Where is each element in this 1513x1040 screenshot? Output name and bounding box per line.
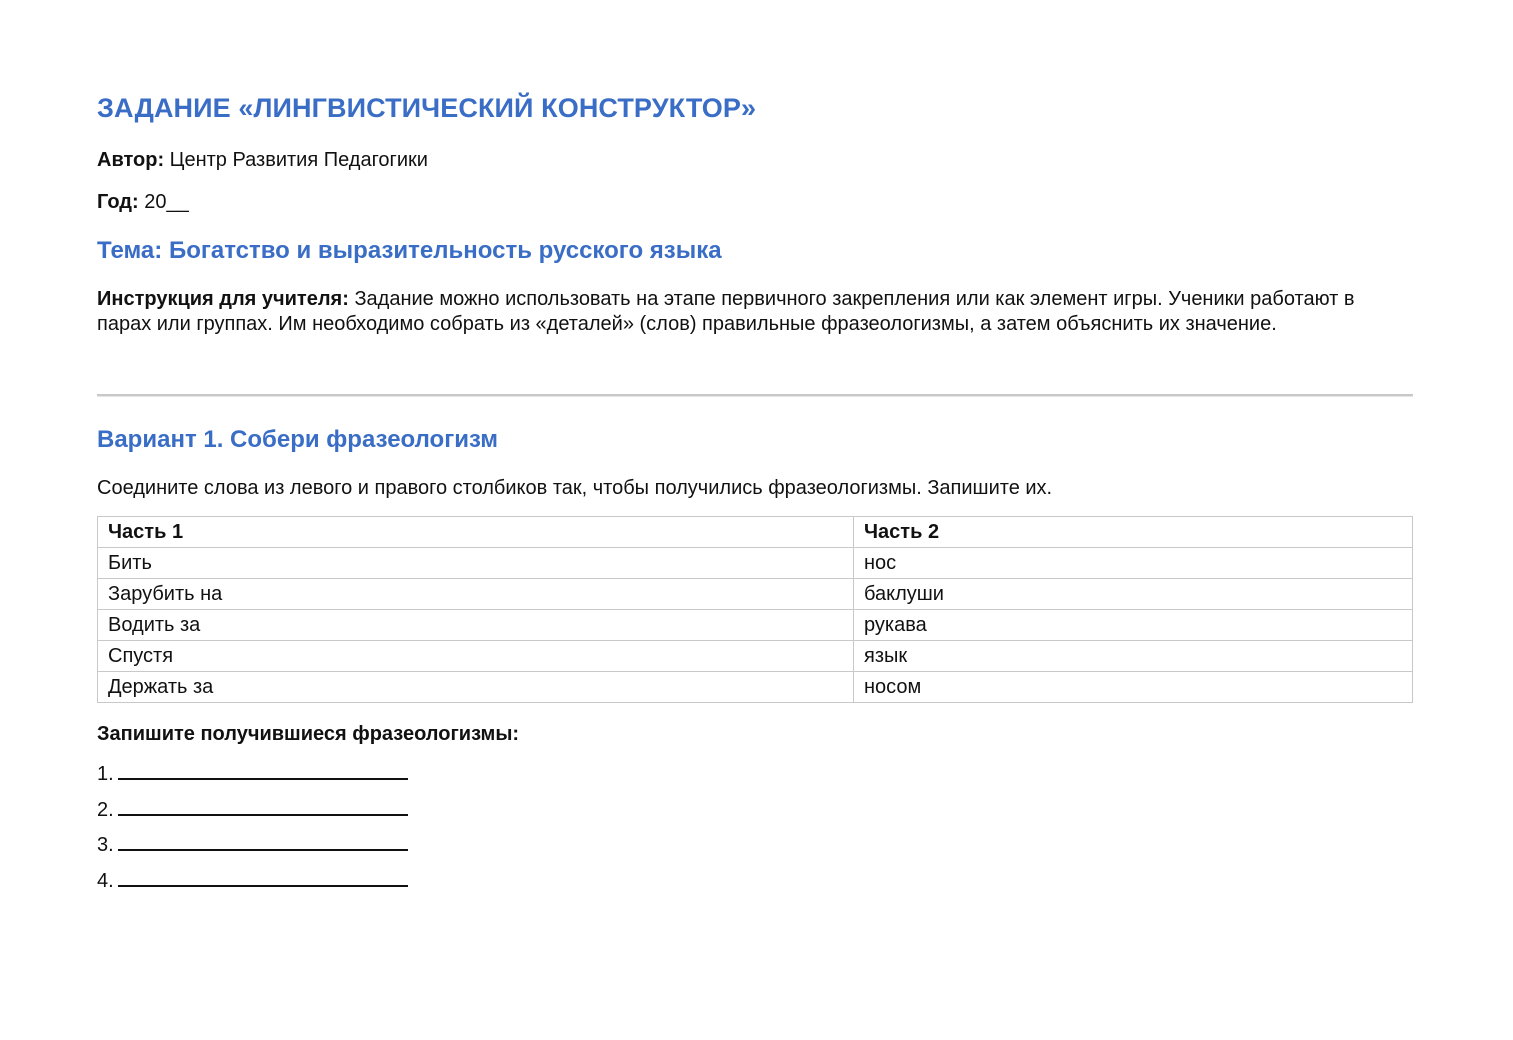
answer-line [97,758,408,794]
document-title: ЗАДАНИЕ «ЛИНГВИСТИЧЕСКИЙ КОНСТРУКТОР» [97,93,757,123]
part-2-cell: нос [854,548,1413,579]
author-value: Центр Развития Педагогики [164,149,428,171]
author-label: Автор: [97,149,165,171]
teacher-instruction [97,287,1413,337]
year-line [97,191,189,214]
table-row [98,610,1413,641]
table-header-row [98,517,1413,548]
part-2-cell: баклуши [854,579,1413,610]
part-1-cell: Держать за [98,672,854,703]
answer-blank [118,794,408,816]
horizontal-divider [97,394,1413,397]
part-2-cell: носом [854,672,1413,703]
part-1-cell: Спустя [98,641,854,672]
part-2-cell: рукава [854,610,1413,641]
answer-list [97,758,408,900]
instruction-label: Инструкция для учителя: [97,288,349,310]
part-1-cell: Бить [98,548,854,579]
part-1-cell: Водить за [98,610,854,641]
answer-blank [118,865,408,887]
part-2-cell: язык [854,641,1413,672]
column-header-part-2: Часть 2 [854,517,1413,548]
answer-number: 4. [97,869,114,892]
table-row [98,548,1413,579]
author-line [97,149,428,172]
table-row [98,579,1413,610]
instruction-text: Задание можно использовать на этапе первичного закрепления или как элемент игры. Ученики работают в парах или группах. Им необходимо собрать из «деталей» (слов) правильные фразеологизмы, а затем объяснить их значение. [97,288,1355,335]
task-description: Соедините слова из левого и правого столбиков так, чтобы получились фразеологизмы. Запишите их. [97,477,1053,499]
table-row [98,672,1413,703]
answer-line [97,794,408,830]
phrase-parts-table [97,516,1413,703]
answer-number: 3. [97,834,114,856]
topic-heading: Тема: Богатство и выразительность русского языка [97,237,722,264]
year-value: 20__ [138,191,189,213]
answers-heading: Запишите получившиеся фразеологизмы: [97,723,520,745]
table-row [98,641,1413,672]
answer-number: 2. [97,798,114,821]
column-header-part-1: Часть 1 [98,517,854,548]
answer-number: 1. [97,763,114,785]
answer-blank [118,758,408,780]
year-label: Год: [97,191,139,213]
answer-line [97,865,408,901]
answer-blank [118,829,408,851]
part-1-cell: Зарубить на [98,579,854,610]
answer-line [97,829,408,865]
variant-heading: Вариант 1. Собери фразеологизм [97,426,499,453]
